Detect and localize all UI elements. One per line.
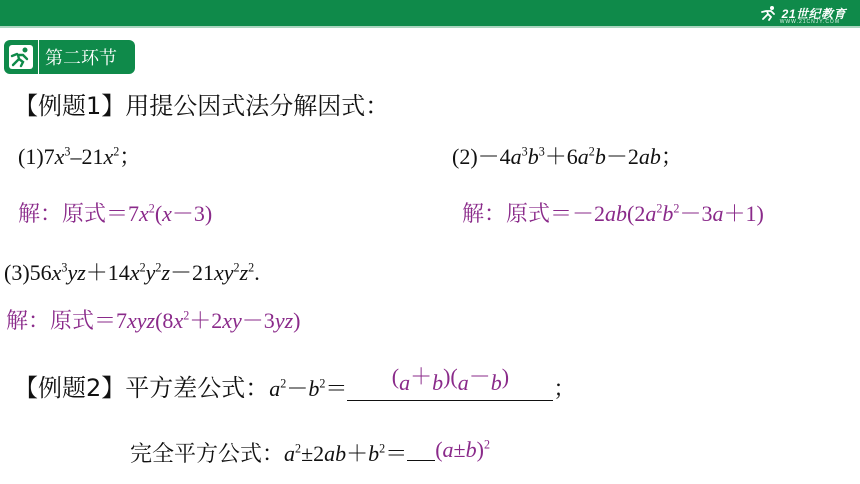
example2-title2: 完全平方公式： xyxy=(130,442,285,467)
header-underline xyxy=(0,26,860,28)
header-bar xyxy=(0,0,860,26)
logo-subtext: WWW.21CNJY.COM xyxy=(779,19,840,25)
running-person-icon xyxy=(4,40,38,74)
solution-1: 解：原式$=7x^2(x-3)$ xyxy=(18,201,213,227)
runner-icon xyxy=(760,5,778,21)
example2-difference-of-squares: 【例题2】平方差公式：$a^2-b^2= (a+b)(a-b)$ ； xyxy=(14,364,576,402)
answer-1: (a＋b)(a－b) xyxy=(391,364,510,395)
solution-3: 解：原式$=7xyz(8x^2+2xy-3yz)$ xyxy=(6,308,301,334)
answer-blank-2 xyxy=(407,460,435,461)
section-tag xyxy=(4,40,135,74)
example2-title: 【例题2】平方差公式： xyxy=(14,374,270,402)
section-label: 第二环节 xyxy=(38,40,135,74)
answer-2: $(a\pm b)^2$ xyxy=(435,437,490,462)
problem-1: $(1)7x^3-21x^2$； xyxy=(18,144,142,169)
example2-perfect-square: 完全平方公式：$a^2\pm 2ab+b^2= (a\pm b)^2$ xyxy=(130,437,490,467)
logo-text: 21世纪教育 xyxy=(781,6,846,21)
problem-3: $(3)56x^3yz+14x^2y^2z-21xy^2z^2$. xyxy=(4,260,260,285)
example1-title: 【例题1】用提公因式法分解因式： xyxy=(14,92,390,120)
answer-blank-1 xyxy=(347,364,553,401)
solution-2: 解：原式$=-2ab(2a^2b^2-3a+1)$ xyxy=(462,201,764,227)
problem-2: $(2)-4a^3b^3+6a^2b-2ab$； xyxy=(452,144,683,169)
